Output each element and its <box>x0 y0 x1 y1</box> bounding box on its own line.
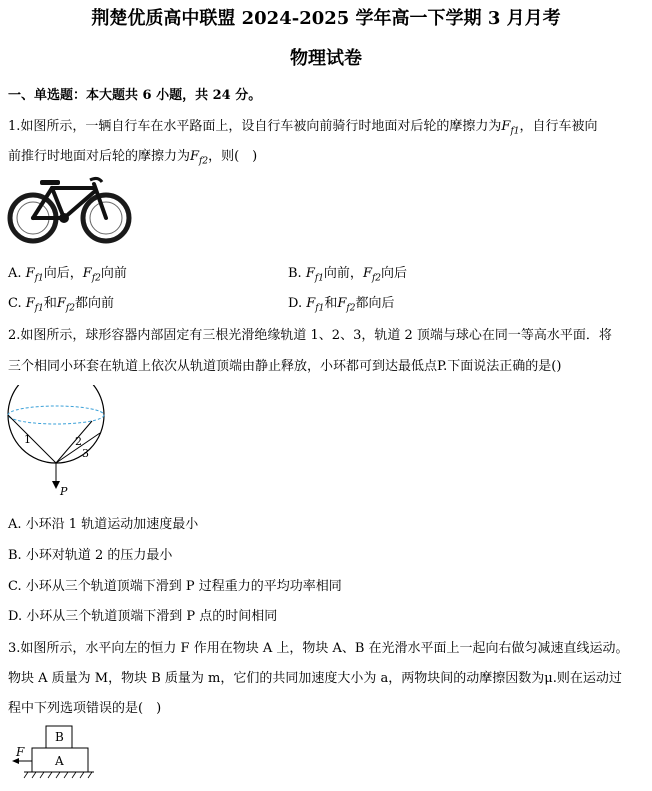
bicycle-handlebar <box>90 178 102 182</box>
q1-stem-line1: 1.如图所示，一辆自行车在水平路面上，设自行车被向前骑行时地面对后轮的摩擦力为$F_{f1}$，自行车被向 <box>8 119 598 137</box>
exam-title: 荆楚优质高中联盟 2024-2025 学年高一下学期 3 月月考 <box>91 8 561 29</box>
q3-stem-line3: 程中下列选项错误的是( ) <box>8 701 162 716</box>
track-label-3: 3 <box>82 447 89 460</box>
q1-option-b[interactable]: B. $F_{f1}$向前，$F_{f2}$向后 <box>288 266 408 284</box>
gravity-arrow-head <box>52 481 60 489</box>
point-label-p: P <box>60 485 68 497</box>
q3-stem-line2: 物块 A 质量为 M，物块 B 质量为 m，它们的共同加速度大小为 a，两物块间的动摩擦因数为μ.则在运动过 <box>8 671 622 686</box>
q2-option-d[interactable]: D. 小环从三个轨道顶端下滑到 P 点的时间相同 <box>8 609 278 624</box>
force-label-f: F <box>16 745 25 759</box>
bicycle-saddle <box>40 180 60 185</box>
section-heading: 一、单选题：本大题共 6 小题，共 24 分。 <box>8 88 262 103</box>
equator-dashed <box>8 406 104 424</box>
q1-option-a[interactable]: A. $F_{f1}$向后，$F_{f2}$向前 <box>8 266 127 284</box>
sphere-outline <box>8 415 104 463</box>
bicycle-frame <box>33 184 106 218</box>
track-1 <box>8 415 56 463</box>
q3-stem-line1: 3.如图所示，水平向左的恒力 F 作用在物块 A 上，物块 A、B 在光滑水平面上一起向右做匀减速直线运动。 <box>8 641 629 656</box>
bicycle-crank <box>59 213 69 223</box>
track-label-2: 2 <box>75 435 82 448</box>
q1-stem-line2: 前推行时地面对后轮的摩擦力为$F_{f2}$，则( ) <box>8 149 258 167</box>
bicycle-figure <box>6 170 134 248</box>
sphere-track-figure <box>4 385 112 497</box>
q1-option-d[interactable]: D. $F_{f1}$和$F_{f2}$都向后 <box>288 296 395 314</box>
force-symbol: $F_{f1}$ <box>501 119 520 137</box>
q1-option-c[interactable]: C. $F_{f1}$和$F_{f2}$都向前 <box>8 296 114 314</box>
ground-hatching <box>24 772 92 778</box>
blocks-figure <box>10 722 100 786</box>
block-a-label: A <box>55 754 64 768</box>
block-b-label: B <box>55 730 64 744</box>
q2-option-a[interactable]: A. 小环沿 1 轨道运动加速度最小 <box>8 517 199 532</box>
sphere-outline-top <box>8 385 104 415</box>
q2-option-b[interactable]: B. 小环对轨道 2 的压力最小 <box>8 548 173 563</box>
q2-stem-line1: 2.如图所示，球形容器内部固定有三根光滑绝缘轨道 1、2、3，轨道 2 顶端与球心在同一等高水平面．将 <box>8 328 612 343</box>
q2-option-c[interactable]: C. 小环从三个轨道顶端下滑到 P 过程重力的平均功率相同 <box>8 579 342 594</box>
force-symbol: $F_{f2}$ <box>190 149 209 167</box>
exam-subtitle: 物理试卷 <box>290 48 362 69</box>
q2-stem-line2: 三个相同小环套在轨道上依次从轨道顶端由静止释放，小环都可到达最低点P.下面说法正确的是() <box>8 359 562 374</box>
track-label-1: 1 <box>24 433 31 446</box>
